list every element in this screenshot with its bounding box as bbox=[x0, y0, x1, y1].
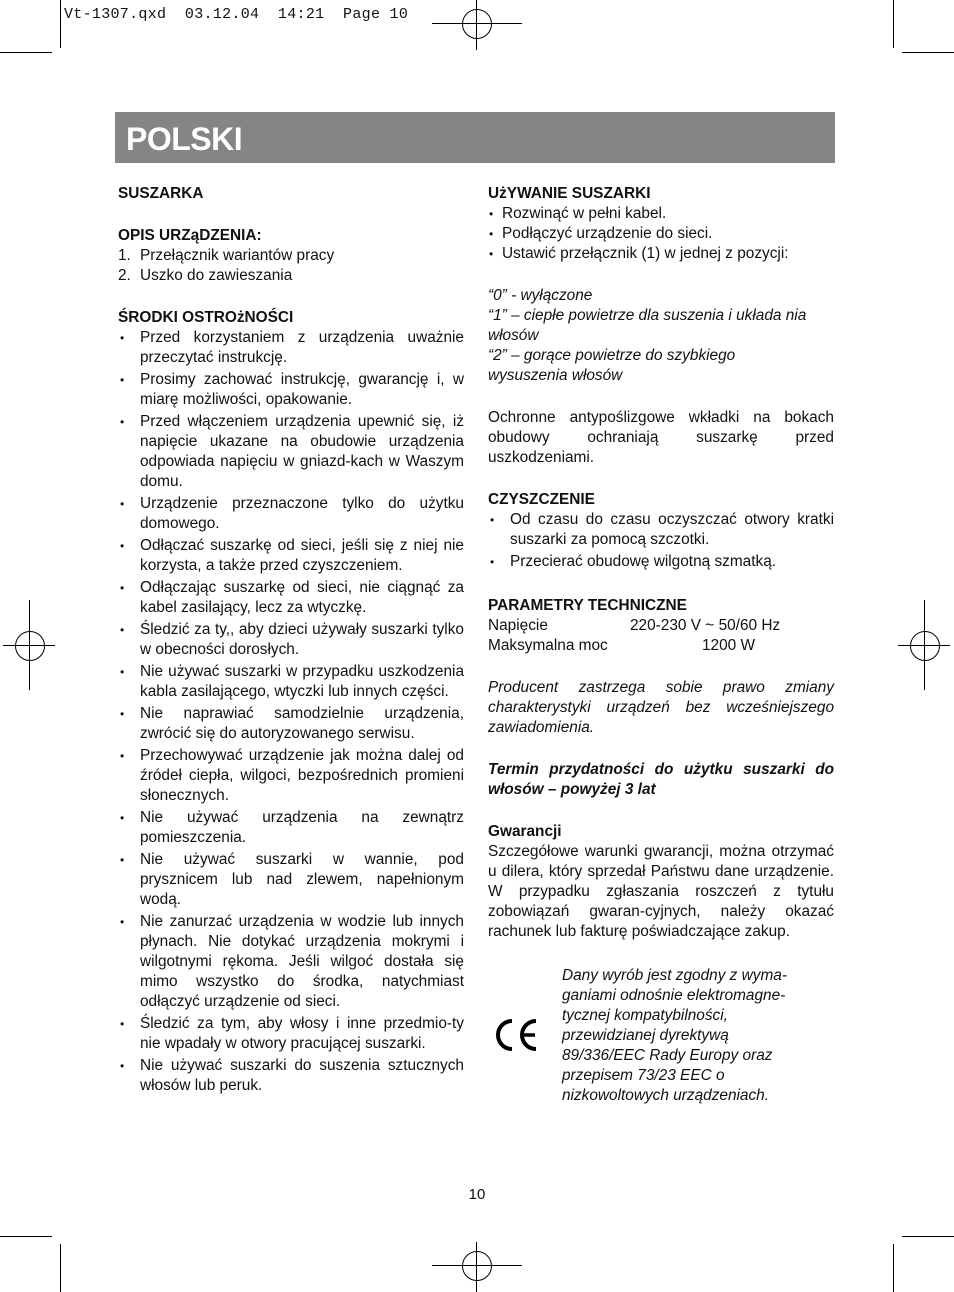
list-item: • Przecierać obudowę wilgotną szmatką. bbox=[488, 552, 834, 572]
ce-line: Dany wyrób jest zgodny z wyma- bbox=[562, 967, 787, 984]
crop-mark bbox=[0, 1236, 52, 1237]
ce-line: 89/336/EEC Rady Europy oraz bbox=[562, 1047, 773, 1064]
crop-mark bbox=[893, 0, 894, 48]
ce-declaration bbox=[562, 966, 834, 1106]
list-item: • Nie zanurzać urządzenia w wodzie lub innych płynach. Nie dotykać urządzenia mokrymi i wilgotnymi rękoma. Jeśli wilgoć dostała się mimo wszystko do środka, natychmiast odłączyć urządzenie od sieci. bbox=[118, 912, 464, 1012]
product-title: SUSZARKA bbox=[118, 185, 204, 202]
crop-mark bbox=[0, 52, 52, 53]
tech-param-row bbox=[488, 636, 834, 656]
crop-mark bbox=[902, 1236, 954, 1237]
warranty-heading: Gwarancji bbox=[488, 823, 562, 840]
lifetime-note: Termin przydatności do użytku suszarki do włosów – powyżej 3 lat bbox=[488, 761, 834, 798]
crop-mark bbox=[893, 1244, 894, 1292]
list-item: • Nie używać suszarki w wannie, pod prysznicem lub nad zlewem, napełnionym wodą. bbox=[118, 850, 464, 910]
list-item: • Przed korzystaniem z urządzenia uważnie przeczytać instrukcję. bbox=[118, 328, 464, 368]
warranty-text: Szczegółowe warunki gwarancji, można otrzymać u dilera, który sprzedał Państwu dane urządzenie. W przypadku zgłaszania roszczeń z tytułu zobowiązań gwaran-cyjnych, należy okazać rachunek lub fakturę poświadczające zakup. bbox=[488, 843, 834, 940]
list-item: • Odłączając suszarkę od sieci, nie ciągnąć za kabel zasilający, lecz za wtyczkę. bbox=[118, 578, 464, 618]
description-heading: OPIS URZąDZENIA: bbox=[118, 227, 262, 244]
list-item: • Śledzić za tym, aby włosy i inne przedmio-ty nie wpadały w otwory pracującej suszarki. bbox=[118, 1014, 464, 1054]
ce-line: przepisem 73/23 EEC o bbox=[562, 1067, 725, 1084]
list-item: • Nie używać suszarki w przypadku uszkodzenia kabla zasilającego, wtyczki lub innych części. bbox=[118, 662, 464, 702]
description-list bbox=[118, 246, 464, 286]
page-number: 10 bbox=[468, 1186, 486, 1203]
ce-mark-icon bbox=[490, 1018, 540, 1052]
param-label: Napięcie bbox=[488, 617, 548, 634]
list-item: • Nie używać suszarki do suszenia sztucznych włosów lub peruk. bbox=[118, 1056, 464, 1096]
list-item: • Rozwinąć w pełni kabel. bbox=[488, 204, 834, 224]
position-2: “2” – gorące powietrze do szybkiego wysuszenia włosów bbox=[488, 347, 736, 384]
ce-line: tycznej kompatybilności, bbox=[562, 1007, 728, 1024]
list-item: • Przed włączeniem urządzenia upewnić się, iż napięcie ukazane na obudowie urządzenia odpowiada napięciu w gniazd-kach w Waszym domu. bbox=[118, 412, 464, 492]
list-item: • Przechowywać urządzenie jak można dalej od źródeł ciepła, wilgoci, bezpośrednich promieni słonecznych. bbox=[118, 746, 464, 806]
list-item: • Nie naprawiać samodzielnie urządzenia, zwrócić się do autoryzowanego serwisu. bbox=[118, 704, 464, 744]
crop-mark bbox=[60, 0, 61, 48]
param-value: 1200 W bbox=[702, 637, 756, 654]
list-item: • Od czasu do czasu oczyszczać otwory kratki suszarki za pomocą szczotki. bbox=[488, 510, 834, 550]
param-value: 220-230 V ~ 50/60 Hz bbox=[630, 617, 781, 634]
safety-heading: ŚRODKI OSTROżNOŚCI bbox=[118, 309, 294, 326]
ce-line: ganiami odnośnie elektromagne- bbox=[562, 987, 786, 1004]
list-item: • Nie używać urządzenia na zewnątrz pomieszczenia. bbox=[118, 808, 464, 848]
ce-section bbox=[488, 966, 834, 1106]
cleaning-list bbox=[488, 510, 834, 572]
ce-line: nizkowoltowych urządzeniach. bbox=[562, 1087, 770, 1104]
list-item: • Podłączyć urządzenie do sieci. bbox=[488, 224, 834, 244]
language-banner bbox=[115, 112, 835, 163]
language-title: POLSKI bbox=[126, 121, 243, 157]
usage-heading: UżYWANIE SUSZARKI bbox=[488, 185, 651, 202]
left-column bbox=[118, 184, 464, 1098]
right-column bbox=[488, 184, 834, 1106]
list-item: • Śledzić za ty,, aby dzieci używały suszarki tylko w obecności dorosłych. bbox=[118, 620, 464, 660]
cleaning-heading: CZYSZCZENIE bbox=[488, 491, 595, 508]
list-item: • Odłączać suszarkę od sieci, jeśli się z niej nie korzysta, a także przed czyszczeniem. bbox=[118, 536, 464, 576]
print-slug: Vt-1307.qxd 03.12.04 14:21 Page 10 bbox=[64, 6, 409, 23]
crop-mark bbox=[902, 52, 954, 53]
antislip-note: Ochronne antypoślizgowe wkładki na bokach obudowy ochraniają suszarkę przed uszkodzeniami. bbox=[488, 409, 834, 466]
ce-line: przewidzianej dyrektywą bbox=[562, 1027, 729, 1044]
list-item: • Ustawić przełącznik (1) w jednej z pozycji: bbox=[488, 244, 834, 264]
usage-list bbox=[488, 204, 834, 264]
list-item: 1. Przełącznik wariantów pracy bbox=[118, 247, 335, 264]
position-0: “0” - wyłączone bbox=[488, 287, 593, 304]
manufacturer-note: Producent zastrzega sobie prawo zmiany charakterystyki urządzeń bez wcześniejszego zawiadomienia. bbox=[488, 679, 834, 736]
crop-mark bbox=[60, 1244, 61, 1292]
param-label: Maksymalna moc bbox=[488, 637, 608, 654]
tech-param-row bbox=[488, 616, 834, 636]
safety-list bbox=[118, 328, 464, 1096]
position-1: “1” – ciepłe powietrze dla suszenia i układa nia włosów bbox=[488, 307, 807, 344]
list-item: • Prosimy zachować instrukcję, gwarancję i, w miarę możliwości, opakowanie. bbox=[118, 370, 464, 410]
tech-heading: PARAMETRY TECHNICZNE bbox=[488, 597, 687, 614]
list-item: • Urządzenie przeznaczone tylko do użytku domowego. bbox=[118, 494, 464, 534]
list-item: 2. Uszko do zawieszania bbox=[118, 267, 293, 284]
